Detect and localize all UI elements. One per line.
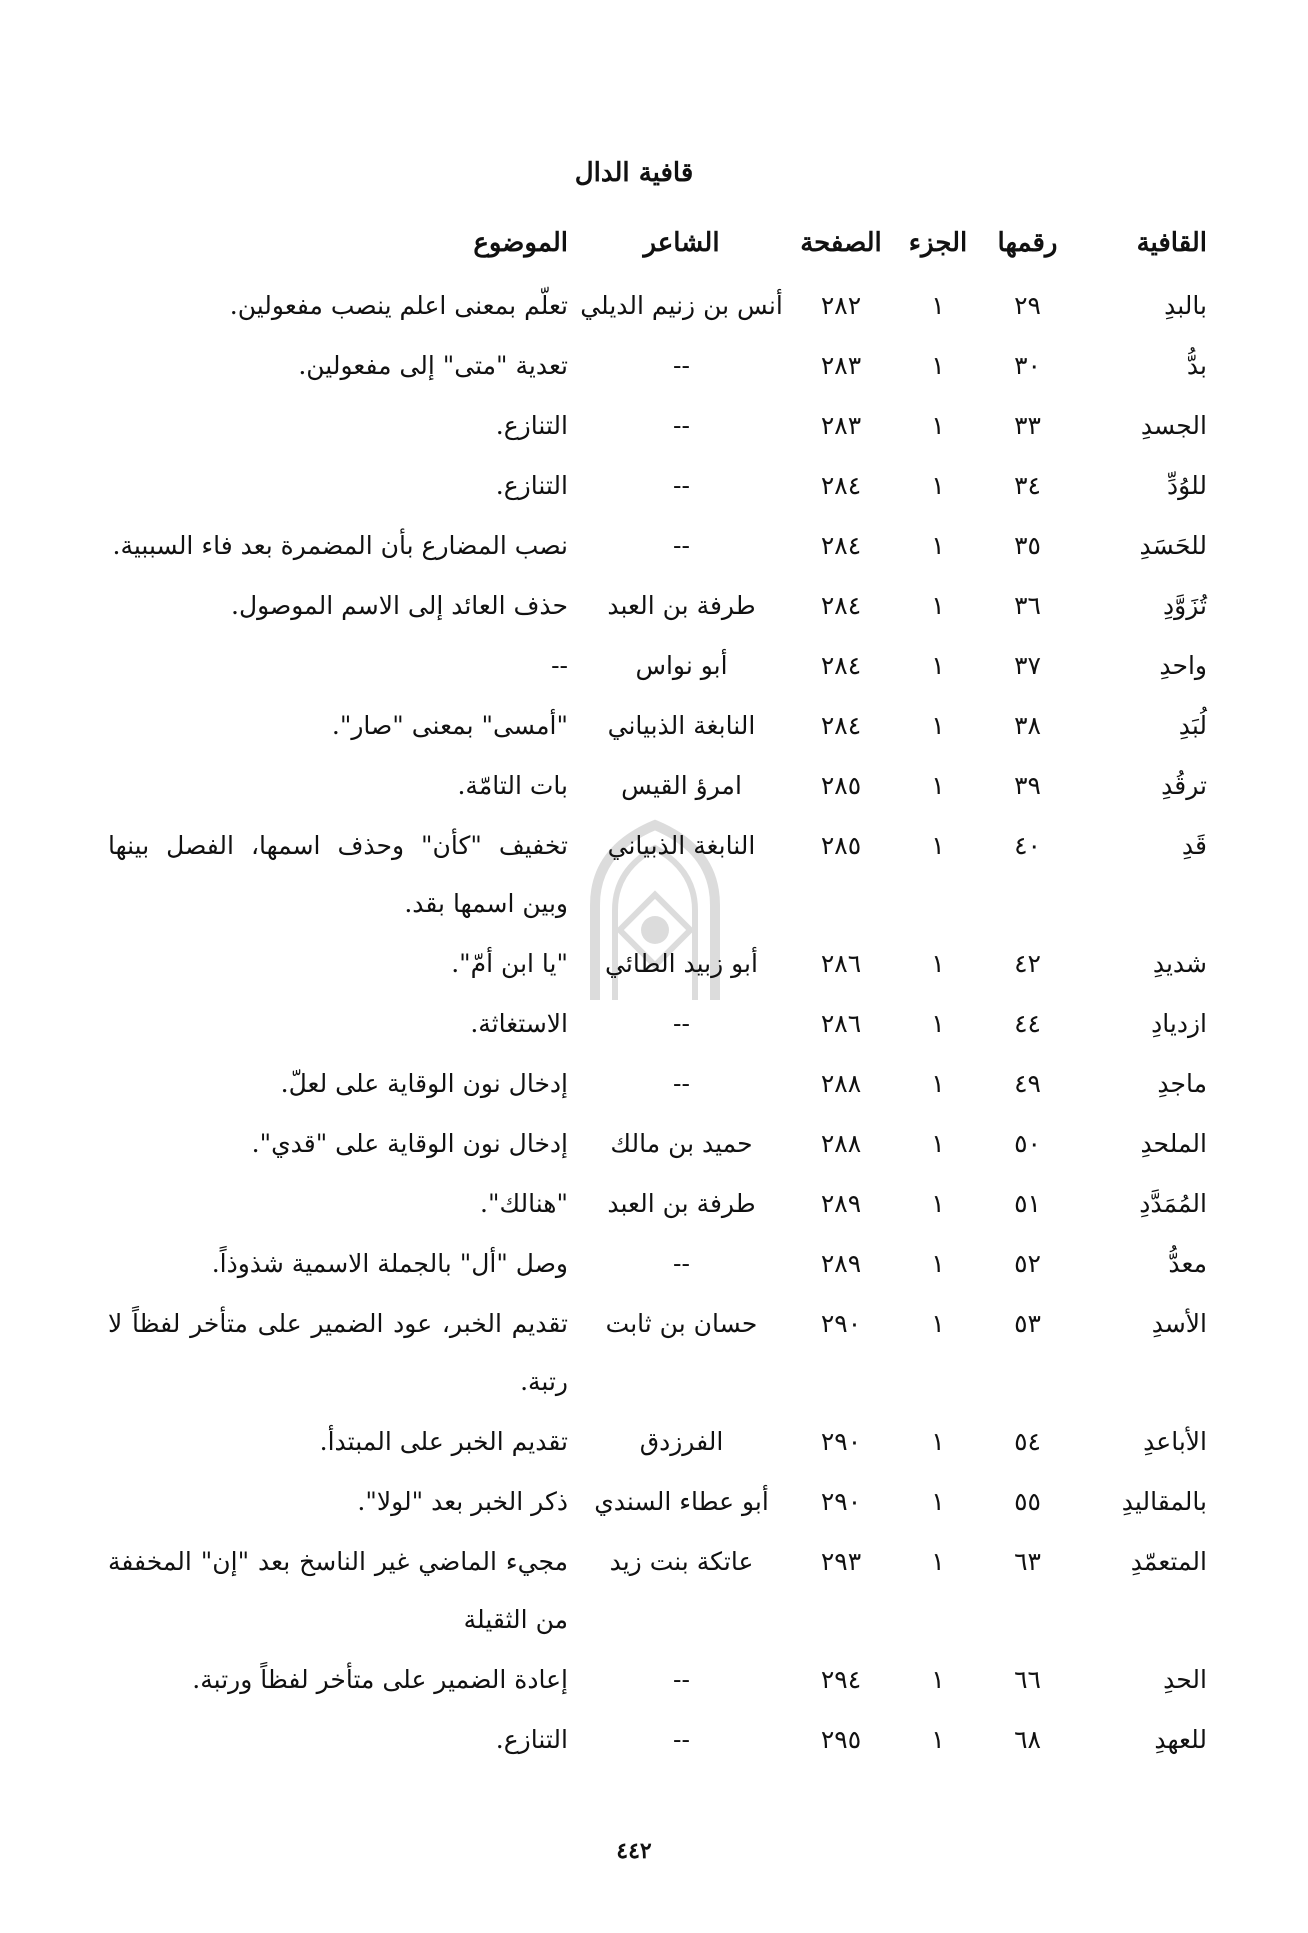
table-row — [107, 816, 1208, 934]
cell-safha: ٢٩٣ — [820, 1547, 862, 1576]
cell-safha: ٢٨٤ — [820, 651, 862, 680]
cell-shaer: -- — [673, 411, 690, 440]
cell-shaer: النابغة الذبياني — [607, 831, 756, 860]
cell-raqm: ٣٦ — [1014, 591, 1041, 620]
cell-raqm: ٤٢ — [1014, 949, 1041, 978]
cell-shaer: -- — [673, 471, 690, 500]
cell-qafiya: قَدِ — [1181, 831, 1207, 860]
header-qafiya: القافية — [1136, 228, 1207, 258]
cell-juz: ١ — [931, 531, 945, 560]
cell-mawdu: التنازع. — [495, 411, 568, 440]
cell-safha: ٢٩٠ — [820, 1309, 862, 1338]
cell-safha: ٢٩٤ — [820, 1665, 862, 1694]
table-row — [107, 1532, 1208, 1650]
cell-safha: ٢٨٥ — [820, 771, 862, 800]
cell-shaer: حميد بن مالك — [610, 1129, 753, 1158]
table-body — [107, 276, 1208, 1770]
cell-shaer: -- — [673, 351, 690, 380]
cell-safha: ٢٨٢ — [820, 291, 862, 320]
cell-raqm: ٤٩ — [1014, 1069, 1041, 1098]
cell-raqm: ٤٤ — [1014, 1009, 1041, 1038]
cell-mawdu: إدخال نون الوقاية على لعلّ. — [280, 1069, 568, 1098]
cell-juz: ١ — [931, 591, 945, 620]
cell-shaer: أنس بن زنيم الديلي — [580, 291, 783, 320]
table-row — [107, 1650, 1208, 1710]
cell-mawdu: -- — [551, 651, 568, 680]
cell-raqm: ٥٣ — [1014, 1309, 1041, 1338]
cell-raqm: ٣٨ — [1014, 711, 1041, 740]
cell-qafiya: المُمَدَّدِ — [1139, 1189, 1207, 1218]
cell-juz: ١ — [931, 949, 945, 978]
cell-mawdu: ذكر الخبر بعد "لولا". — [357, 1487, 568, 1516]
cell-mawdu: تعدية "متى" إلى مفعولين. — [298, 351, 568, 380]
cell-qafiya: الأباعدِ — [1143, 1427, 1207, 1456]
cell-juz: ١ — [931, 351, 945, 380]
cell-mawdu: تعلّم بمعنى اعلم ينصب مفعولين. — [229, 291, 568, 320]
table-header-row — [107, 210, 1208, 276]
cell-qafiya: الأسدِ — [1151, 1309, 1207, 1338]
cell-mawdu: مجيء الماضي غير الناسخ بعد "إن" المخففة من الثقيلة — [108, 1547, 568, 1634]
table-row — [107, 1294, 1208, 1412]
cell-safha: ٢٩٠ — [820, 1487, 862, 1516]
cell-raqm: ٣٠ — [1014, 351, 1041, 380]
table-row — [107, 1174, 1208, 1234]
cell-juz: ١ — [931, 1665, 945, 1694]
cell-shaer: النابغة الذبياني — [607, 711, 756, 740]
header-safha: الصفحة — [800, 228, 882, 258]
page-number: ٤٤٢ — [616, 1838, 652, 1864]
cell-qafiya: للحَسَدِ — [1139, 531, 1207, 560]
cell-shaer: -- — [673, 1249, 690, 1278]
table-row — [107, 336, 1208, 396]
cell-juz: ١ — [931, 1547, 945, 1576]
cell-mawdu: إعادة الضمير على متأخر لفظاً ورتبة. — [192, 1665, 568, 1694]
table-row — [107, 1054, 1208, 1114]
table-row — [107, 756, 1208, 816]
cell-raqm: ٣٧ — [1014, 651, 1041, 680]
cell-raqm: ٥١ — [1014, 1189, 1041, 1218]
table-row — [107, 576, 1208, 636]
table-row — [107, 516, 1208, 576]
cell-qafiya: شديدِ — [1152, 949, 1207, 978]
cell-juz: ١ — [931, 771, 945, 800]
cell-qafiya: واحدِ — [1159, 651, 1207, 680]
cell-shaer: أبو نواس — [635, 651, 728, 680]
cell-raqm: ٣٤ — [1014, 471, 1041, 500]
cell-juz: ١ — [931, 1249, 945, 1278]
cell-shaer: طرفة بن العبد — [607, 591, 756, 620]
cell-safha: ٢٨٤ — [820, 531, 862, 560]
cell-qafiya: لُبَدِ — [1178, 711, 1207, 740]
cell-raqm: ٣٥ — [1014, 531, 1041, 560]
cell-mawdu: الاستغاثة. — [470, 1009, 568, 1038]
cell-raqm: ٣٩ — [1014, 771, 1041, 800]
cell-shaer: أبو عطاء السندي — [594, 1487, 769, 1516]
table-row — [107, 456, 1208, 516]
cell-mawdu: تخفيف "كأن" وحذف اسمها، الفصل بينها وبين اسمها بقد. — [108, 831, 568, 918]
cell-qafiya: الملحدِ — [1140, 1129, 1207, 1158]
cell-mawdu: تقديم الخبر، عود الضمير على متأخر لفظاً لا رتبة. — [108, 1309, 568, 1396]
cell-shaer: -- — [673, 1725, 690, 1754]
cell-juz: ١ — [931, 291, 945, 320]
section-title: قافية الدال — [574, 158, 694, 188]
cell-juz: ١ — [931, 1189, 945, 1218]
cell-shaer: -- — [673, 531, 690, 560]
cell-shaer: الفرزدق — [639, 1427, 724, 1456]
cell-qafiya: الحدِ — [1163, 1665, 1207, 1694]
cell-juz: ١ — [931, 1427, 945, 1456]
cell-safha: ٢٩٠ — [820, 1427, 862, 1456]
cell-mawdu: تقديم الخبر على المبتدأ. — [319, 1427, 568, 1456]
cell-safha: ٢٨٣ — [820, 411, 862, 440]
cell-qafiya: ازديادِ — [1151, 1009, 1207, 1038]
cell-qafiya: ماجدِ — [1157, 1069, 1207, 1098]
cell-safha: ٢٨٨ — [820, 1069, 862, 1098]
cell-shaer: -- — [673, 1665, 690, 1694]
cell-juz: ١ — [931, 831, 945, 860]
cell-safha: ٢٩٥ — [820, 1725, 862, 1754]
cell-juz: ١ — [931, 711, 945, 740]
cell-mawdu: نصب المضارع بأن المضمرة بعد فاء السببية. — [112, 531, 568, 560]
cell-juz: ١ — [931, 471, 945, 500]
cell-juz: ١ — [931, 651, 945, 680]
cell-qafiya: بدُّ — [1186, 351, 1207, 380]
cell-raqm: ٦٣ — [1014, 1547, 1041, 1576]
cell-qafiya: بالمقاليدِ — [1121, 1487, 1207, 1516]
cell-safha: ٢٨٤ — [820, 591, 862, 620]
cell-safha: ٢٨٩ — [820, 1249, 862, 1278]
cell-juz: ١ — [931, 1309, 945, 1338]
table-row — [107, 1234, 1208, 1294]
cell-raqm: ٣٣ — [1014, 411, 1041, 440]
header-mawdu: الموضوع — [473, 228, 568, 258]
cell-safha: ٢٨٥ — [820, 831, 862, 860]
cell-raqm: ٥٠ — [1014, 1129, 1041, 1158]
table-row — [107, 396, 1208, 456]
cell-juz: ١ — [931, 1069, 945, 1098]
table-row — [107, 636, 1208, 696]
cell-raqm: ٢٩ — [1014, 291, 1041, 320]
cell-safha: ٢٨٤ — [820, 471, 862, 500]
cell-mawdu: "أمسى" بمعنى "صار". — [331, 711, 568, 740]
cell-safha: ٢٨٦ — [820, 949, 862, 978]
header-raqm: رقمها — [997, 228, 1058, 258]
cell-mawdu: "يا ابن أمّ". — [451, 949, 568, 978]
cell-juz: ١ — [931, 1725, 945, 1754]
cell-shaer: حسان بن ثابت — [605, 1309, 758, 1338]
table-row — [107, 1114, 1208, 1174]
cell-safha: ٢٨٨ — [820, 1129, 862, 1158]
cell-mawdu: حذف العائد إلى الاسم الموصول. — [231, 591, 568, 620]
cell-mawdu: وصل "أل" بالجملة الاسمية شذوذاً. — [211, 1249, 568, 1278]
cell-mawdu: التنازع. — [495, 471, 568, 500]
cell-raqm: ٥٥ — [1014, 1487, 1041, 1516]
header-juz: الجزء — [908, 228, 968, 258]
cell-qafiya: للوُدِّ — [1167, 471, 1207, 500]
table-row — [107, 696, 1208, 756]
cell-qafiya: ترقُدِ — [1161, 771, 1207, 800]
cell-juz: ١ — [931, 411, 945, 440]
cell-raqm: ٦٦ — [1014, 1665, 1041, 1694]
cell-shaer: -- — [673, 1069, 690, 1098]
cell-shaer: طرفة بن العبد — [607, 1189, 756, 1218]
cell-juz: ١ — [931, 1009, 945, 1038]
cell-qafiya: للعهدِ — [1154, 1725, 1207, 1754]
cell-shaer: أبو زبيد الطائي — [605, 949, 758, 978]
cell-mawdu: "هنالك". — [480, 1189, 568, 1218]
header-shaer: الشاعر — [643, 228, 720, 258]
cell-safha: ٢٨٤ — [820, 711, 862, 740]
cell-qafiya: تُزَوَّدِ — [1163, 591, 1207, 620]
cell-mawdu: إدخال نون الوقاية على "قدي". — [251, 1129, 568, 1158]
table-row — [107, 1710, 1208, 1770]
cell-raqm: ٦٨ — [1014, 1725, 1041, 1754]
cell-safha: ٢٨٦ — [820, 1009, 862, 1038]
cell-raqm: ٥٤ — [1014, 1427, 1041, 1456]
cell-raqm: ٤٠ — [1014, 831, 1041, 860]
table-row — [107, 276, 1208, 336]
cell-mawdu: التنازع. — [495, 1725, 568, 1754]
table-row — [107, 1412, 1208, 1472]
cell-safha: ٢٨٩ — [820, 1189, 862, 1218]
cell-qafiya: المتعمّدِ — [1130, 1547, 1207, 1576]
cell-shaer: امرؤ القيس — [621, 771, 742, 800]
cell-shaer: -- — [673, 1009, 690, 1038]
cell-qafiya: معدُّ — [1168, 1249, 1207, 1278]
cell-juz: ١ — [931, 1487, 945, 1516]
cell-juz: ١ — [931, 1129, 945, 1158]
cell-qafiya: الجسدِ — [1140, 411, 1207, 440]
cell-raqm: ٥٢ — [1014, 1249, 1041, 1278]
cell-safha: ٢٨٣ — [820, 351, 862, 380]
rhyme-index-table — [107, 210, 1208, 1770]
table-row — [107, 994, 1208, 1054]
cell-qafiya: بالبدِ — [1164, 291, 1207, 320]
cell-shaer: عاتكة بنت زيد — [609, 1547, 754, 1576]
cell-mawdu: بات التامّة. — [457, 771, 568, 800]
table-row — [107, 934, 1208, 994]
table-row — [107, 1472, 1208, 1532]
